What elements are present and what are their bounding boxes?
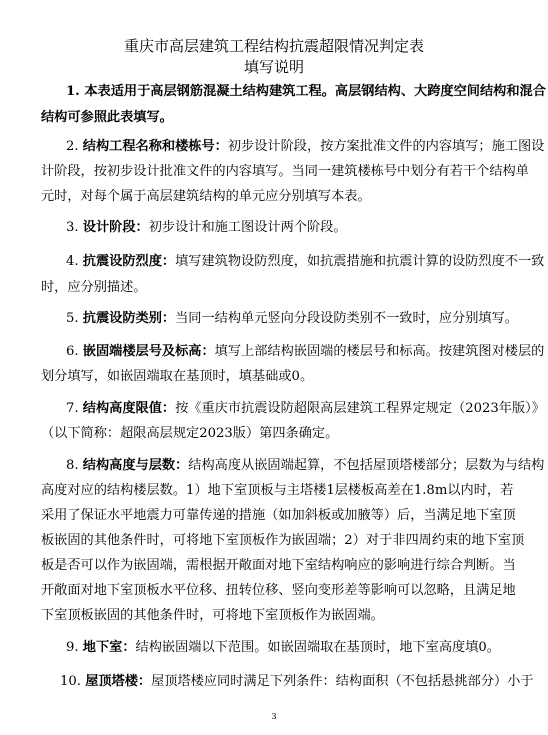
item-9-heading: 地下室： [82,640,136,655]
item-3-first-line [66,220,347,236]
item-2-line-2: 计阶段，按初步设计批准文件的内容填写。当同一建筑楼栋号中划分有若干个结构单 [41,164,529,179]
item-4-line-2: 时，应分别描述。 [41,280,147,295]
item-7-first-line [66,401,545,417]
item-2-line-3: 元时，对每个属于高层建筑结构的单元应分别填写本表。 [41,189,371,204]
item-7-heading: 结构高度限值： [82,401,176,416]
document-title: 重庆市高层建筑工程结构抗震超限情况判定表 [123,37,424,55]
item-10-heading: 屋顶塔楼： [85,674,152,689]
item-10-line-1: 屋顶塔楼应同时满足下列条件：结构面积（不包括悬挑部分）小于 [151,674,534,689]
item-2-line-1: 初步设计阶段，按方案批准文件的内容填写；施工图设 [227,139,545,154]
item-9-number: 9. [66,640,79,655]
item-5-line-1: 当同一结构单元竖向分段设防类别不一致时，应分别填写。 [175,311,518,326]
item-8-line-7: 下室顶板嵌固的其他条件时，可将地下室顶板作为嵌固端。 [41,608,384,623]
item-3-number: 3. [66,220,79,235]
item-8-line-1: 结构高度从嵌固端起算，不包括屋顶塔楼部分；层数为与结构 [188,458,545,473]
item-10-number: 10. [60,674,81,689]
item-3-line-1: 初步设计和施工图设计两个阶段。 [148,220,347,235]
item-8-first-line [66,458,544,474]
item-5-first-line [66,311,518,327]
item-7-number: 7. [66,401,79,416]
item-5-number: 5. [66,311,79,326]
item-8-heading: 结构高度与层数： [82,458,189,473]
item-4-heading: 抗震设防烈度： [82,254,176,269]
item-1-line-2: 结构可参照此表填写。 [41,110,173,125]
item-2-heading: 结构工程名称和楼栋号： [82,139,228,154]
item-9-first-line [66,640,500,656]
item-2-number: 2. [66,139,79,154]
item-6-line-1: 填写上部结构嵌固端的楼层号和标高。按建筑图对楼层的 [214,344,545,359]
item-5-heading: 抗震设防类别： [82,311,176,326]
page-number: 3 [271,712,277,721]
item-8-line-4: 板嵌固的其他条件时，可将地下室顶板作为嵌固端；2）对于非四周约束的地下室顶 [41,533,525,548]
item-2-first-line [66,139,544,155]
item-10-first-line [60,674,534,690]
item-8-line-2: 高度对应的结构楼层数。1）地下室顶板与主塔楼1层楼板高差在1.8m以内时，若 [41,483,514,498]
document-subtitle: 填写说明 [243,58,304,76]
item-7-line-1: 按《重庆市抗震设防超限高层建筑工程界定规定（2023年版）》 [175,401,545,416]
item-4-number: 4. [66,254,79,269]
item-1-line-1: 1. 本表适用于高层钢筋混凝土结构建筑工程。高层钢结构、大跨度空间结构和混合 [66,84,546,99]
item-8-line-6: 开敞面对地下室顶板水平位移、扭转位移、竖向变形差等影响可以忽略，且满足地 [41,583,516,598]
item-6-first-line [66,344,544,360]
item-8-line-5: 板是否可以作为嵌固端，需根据开敞面对地下室结构响应的影响进行综合判断。当 [41,558,516,573]
item-7-line-2: （以下简称：超限高层规定2023版）第四条确定。 [41,426,339,441]
item-6-number: 6. [66,344,79,359]
item-3-heading: 设计阶段： [82,220,149,235]
item-8-number: 8. [66,458,79,473]
item-4-first-line [66,254,544,270]
item-8-line-3: 采用了保证水平地震力可靠传递的措施（如加斜板或加腋等）后，当满足地下室顶 [41,508,516,523]
item-4-line-1: 填写建筑物设防烈度，如抗震措施和抗震计算的设防烈度不一致 [175,254,545,269]
item-6-line-2: 划分填写，如嵌固端取在基顶时，填基础或0。 [41,369,314,384]
item-9-line-1: 结构嵌固端以下范围。如嵌固端取在基顶时，地下室高度填0。 [135,640,500,655]
item-6-heading: 嵌固端楼层号及标高： [82,344,215,359]
